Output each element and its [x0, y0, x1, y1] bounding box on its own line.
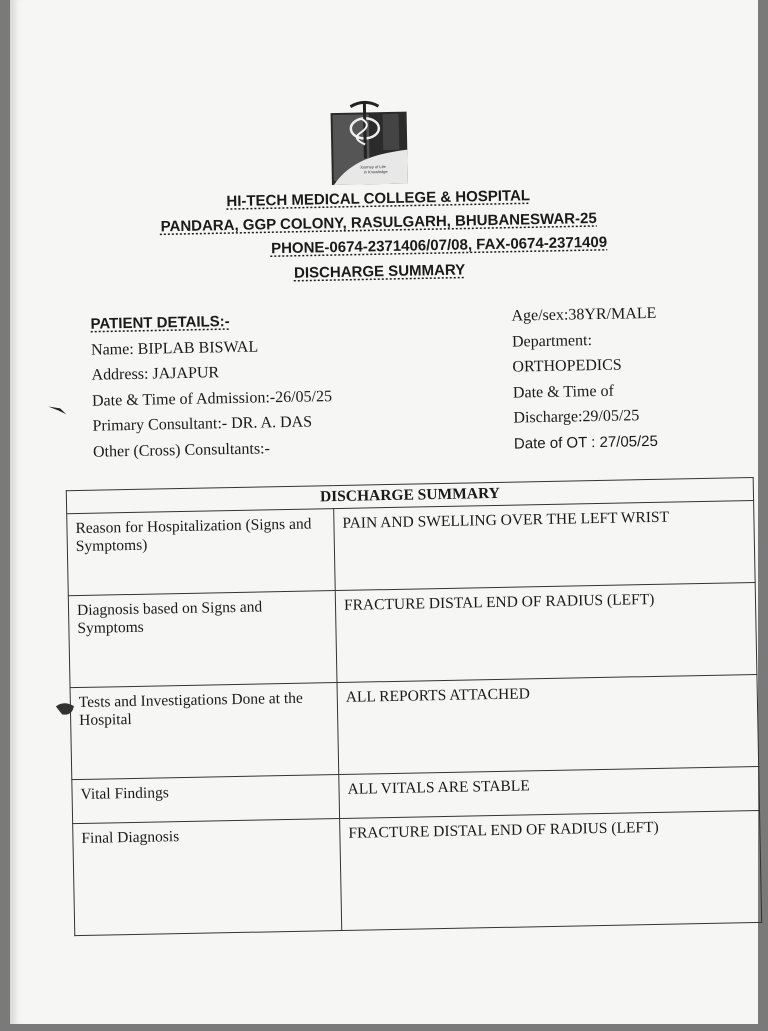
row-value: FRACTURE DISTAL END OF RADIUS (LEFT) [335, 583, 757, 683]
svg-text:Journey of Life: Journey of Life [359, 164, 386, 170]
patient-address: Address: JAJAPUR [91, 364, 220, 384]
discharge-date: Discharge:29/05/25 [513, 407, 640, 427]
age-sex: Age/sex:38YR/MALE [511, 304, 657, 325]
discharge-label: Date & Time of [512, 382, 614, 402]
punch-hole-icon [54, 700, 78, 720]
table-row [68, 583, 757, 688]
other-consultants: Other (Cross) Consultants:- [92, 439, 271, 461]
document-page [10, 0, 758, 1024]
row-label: Tests and Investigations Done at the Hospital [70, 683, 339, 780]
row-value: PAIN AND SWELLING OVER THE LEFT WRIST [334, 501, 755, 591]
department-value: ORTHOPEDICS [512, 356, 622, 376]
table-row [67, 501, 755, 596]
discharge-summary-table [66, 477, 762, 936]
admission-date: Date & Time of Admission:-26/05/25 [91, 387, 333, 410]
row-label: Final Diagnosis [73, 819, 342, 936]
table-row [73, 810, 762, 935]
table-title: DISCHARGE SUMMARY [66, 478, 753, 514]
ot-date: Date of OT : 27/05/25 [513, 432, 659, 453]
patient-details-left [90, 307, 333, 465]
hospital-logo [320, 97, 418, 185]
document-title: DISCHARGE SUMMARY [293, 261, 466, 282]
primary-consultant: Primary Consultant:- DR. A. DAS [92, 413, 313, 435]
patient-details-right [511, 301, 659, 457]
hospital-phone: PHONE-0674-2371406/07/08, FAX-0674-2371409 [270, 233, 608, 258]
row-value: ALL VITALS ARE STABLE [339, 766, 760, 818]
svg-text:in Knowledge: in Knowledge [363, 168, 388, 175]
patient-details-heading: PATIENT DETAILS:- [90, 313, 230, 333]
punch-mark-icon [48, 402, 68, 416]
row-value: FRACTURE DISTAL END OF RADIUS (LEFT) [340, 810, 762, 930]
hospital-address: PANDARA, GGP COLONY, RASULGARH, BHUBANESWAR-25 [160, 209, 597, 236]
row-value: ALL REPORTS ATTACHED [337, 674, 759, 774]
hospital-name: HI-TECH MEDICAL COLLEGE & HOSPITAL [226, 187, 531, 211]
patient-name: Name: BIPLAB BISWAL [90, 338, 259, 359]
table-row [70, 674, 759, 779]
row-label: Vital Findings [72, 775, 340, 824]
row-label: Reason for Hospitalization (Signs and Symptoms) [67, 509, 336, 596]
department-label: Department: [511, 331, 593, 351]
row-label: Diagnosis based on Signs and Symptoms [68, 591, 337, 688]
